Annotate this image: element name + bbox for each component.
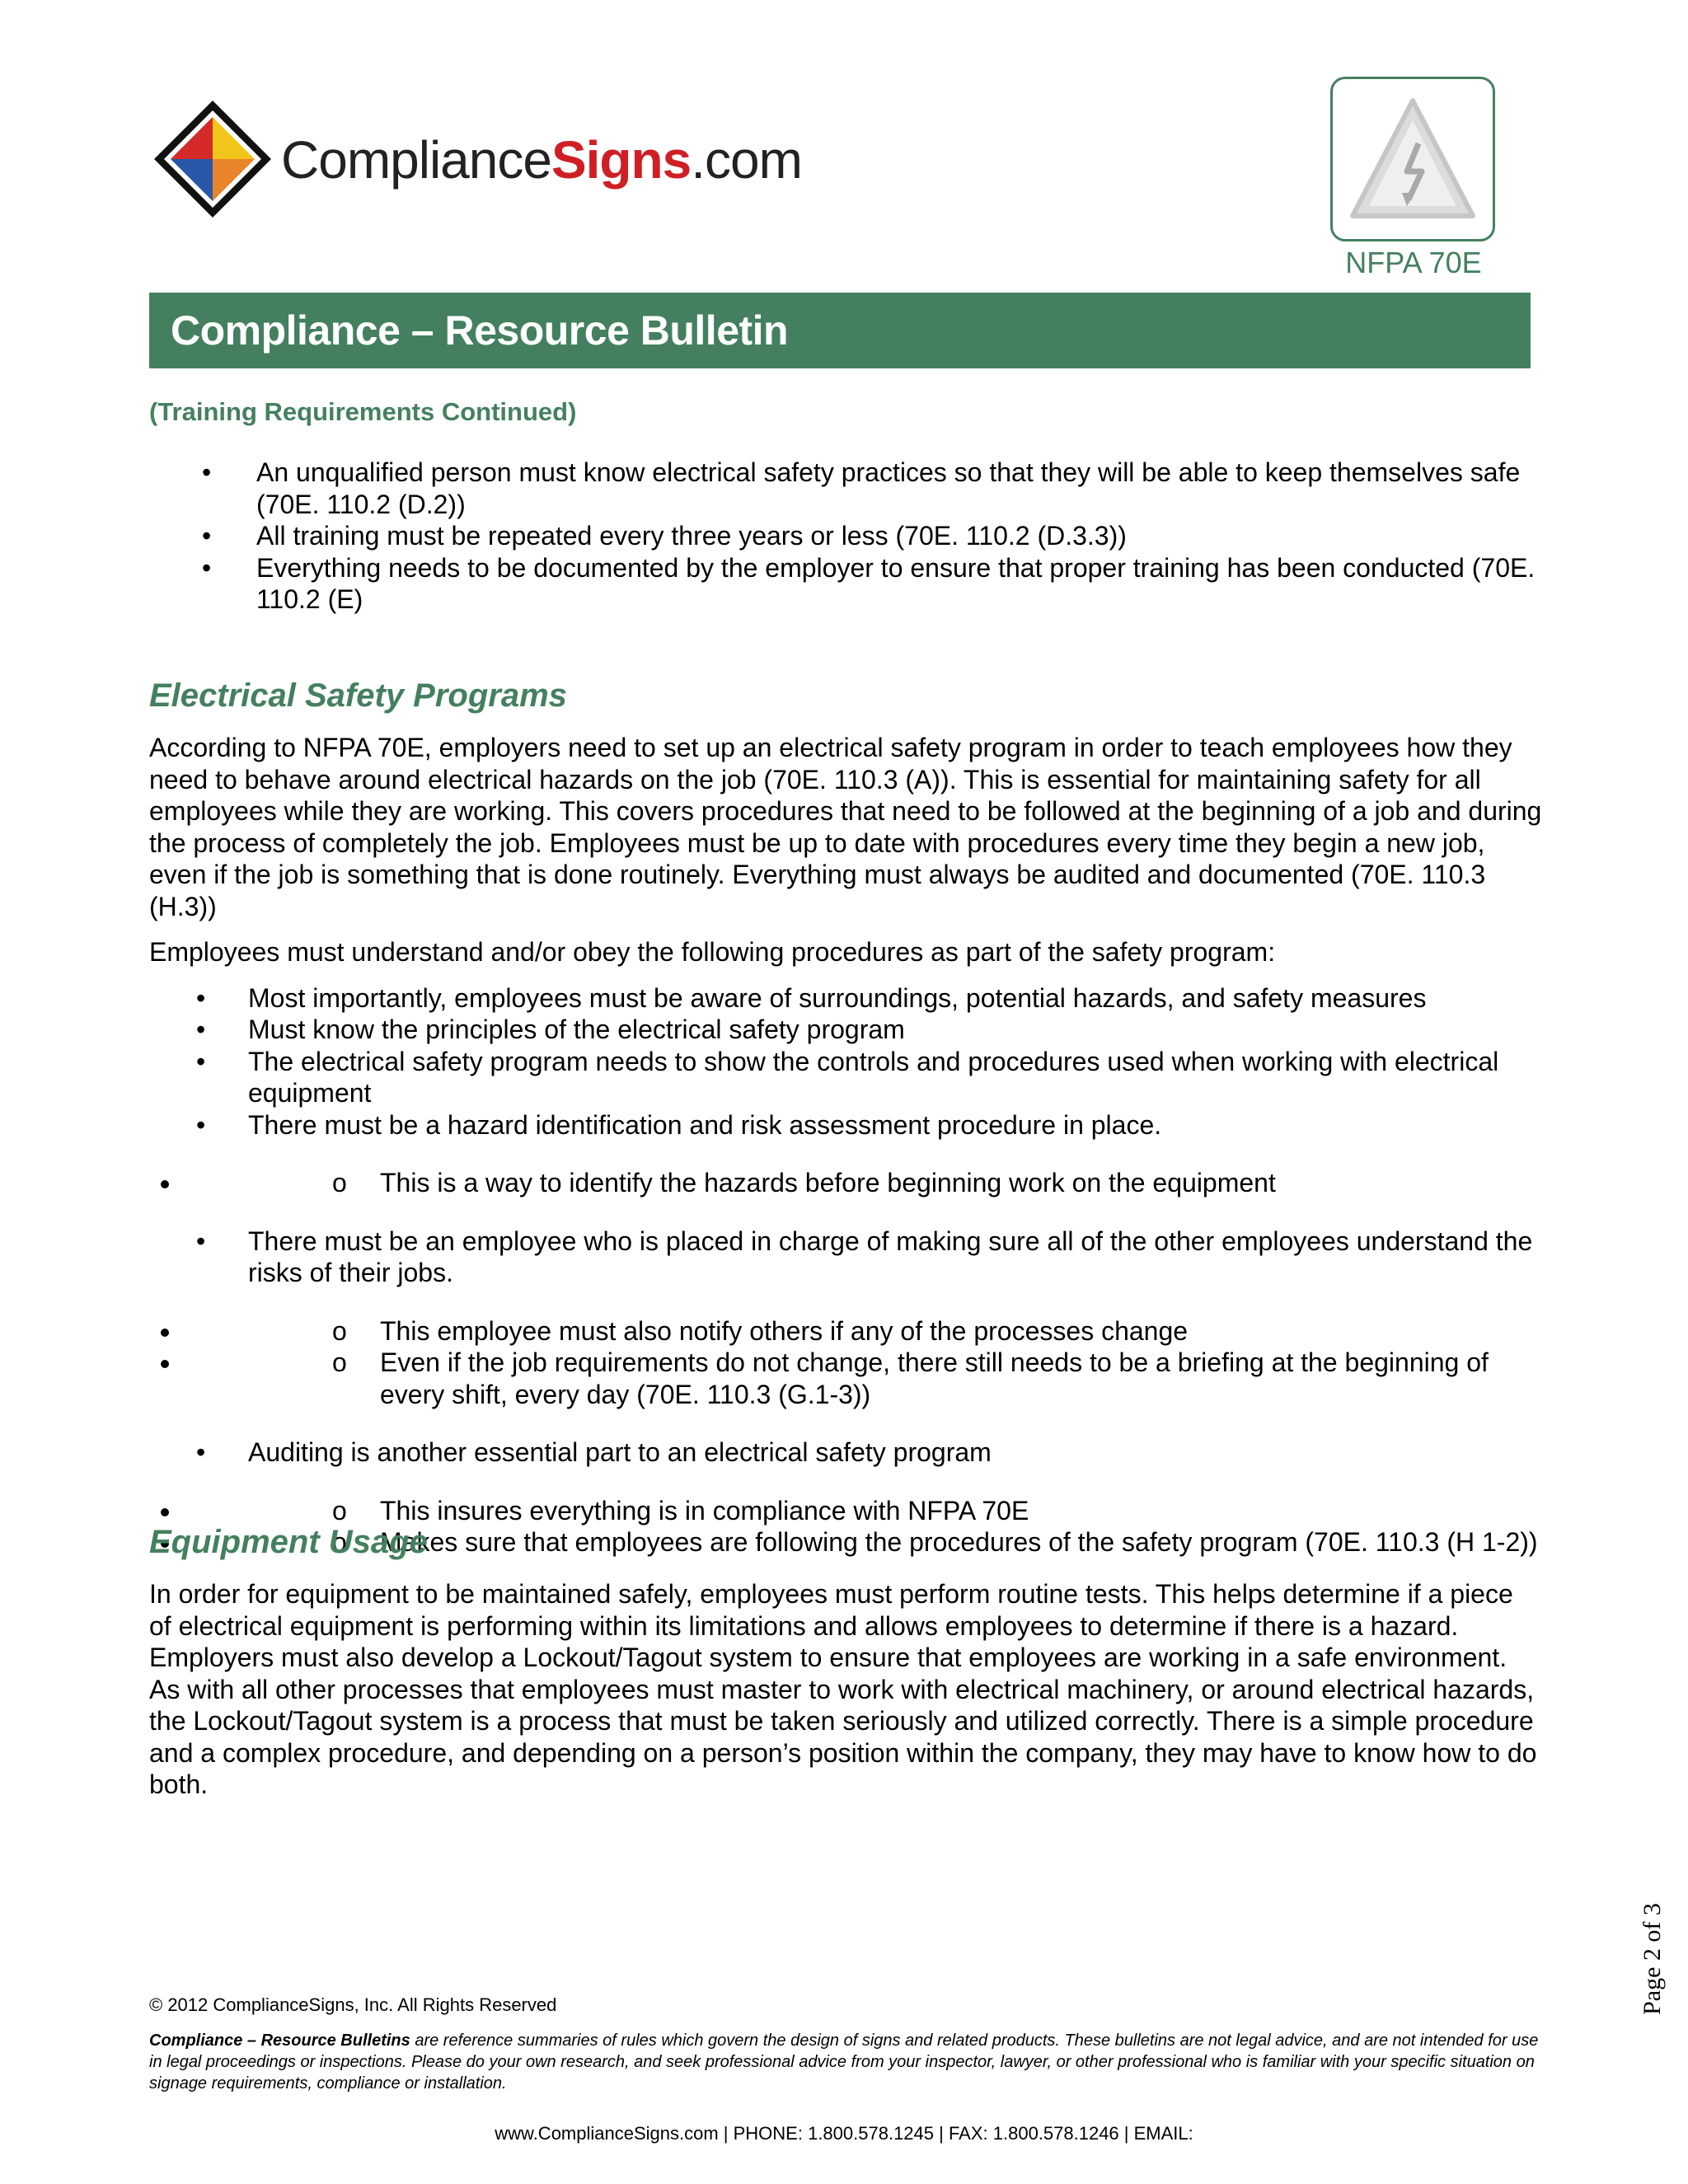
procedures-list: [149, 1436, 1542, 1469]
copyright-notice: © 2012 ComplianceSigns, Inc. All Rights Reserved: [149, 1994, 557, 2015]
logo-suffix: .com: [691, 130, 802, 190]
section-heading-safety-programs: Electrical Safety Programs: [149, 677, 567, 714]
procedures-sublist: [149, 1167, 1542, 1199]
banner-title: Compliance – Resource Bulletin: [171, 307, 789, 354]
procedures-list: [149, 982, 1542, 1141]
page-number: Page 2 of 3: [1639, 1903, 1666, 2015]
list-item: • The electrical safety program needs to show the controls and procedures used when working with electrical equipment: [149, 1046, 1542, 1109]
procedures-list: [149, 1226, 1542, 1289]
training-bullet-list: [149, 457, 1542, 616]
procedures-intro: Employees must understand and/or obey the following procedures as part of the safety program:: [149, 937, 1276, 967]
sub-list-item: o • This employee must also notify others if any of the processes change: [182, 1315, 1542, 1347]
logo-wordmark: [281, 129, 802, 191]
contact-line: www.ComplianceSigns.com | PHONE: 1.800.578.1245 | FAX: 1.800.578.1246 | EMAIL:: [495, 2123, 1193, 2144]
list-item: • There must be a hazard identification and risk assessment procedure in place.: [149, 1109, 1542, 1141]
list-item: • An unqualified person must know electrical safety practices so that they will be able to keep themselves safe (70E. 110.2 (D.2)): [149, 457, 1542, 520]
list-item: • There must be an employee who is placed in charge of making sure all of the other employees understand the risks of their jobs.: [149, 1226, 1542, 1289]
list-item: • Everything needs to be documented by the employer to ensure that proper training has been conducted (70E. 110.2 (E): [149, 552, 1542, 616]
disclaimer: [149, 2030, 1550, 2094]
paragraph: In order for equipment to be maintained safely, employees must perform routine tests. This helps determine if a piece of electrical equipment is performing within its limitations and allows employees to determine if there is a hazard. Employers must also develop a Lockout/Tagout system to ensure that employees are working in a safe environment. As with all other processes that employees must master to work with electrical machinery, or around electrical hazards, the Lockout/Tagout system is a process that must be taken seriously and utilized correctly. There is a simple procedure and a complex procedure, and depending on a person’s position within the company, they may have to know how to do both.: [149, 1579, 1537, 1799]
section-heading-equipment-usage: Equipment Usage: [149, 1524, 428, 1560]
safety-programs-body: [149, 732, 1542, 1585]
training-subheading: (Training Requirements Continued): [149, 397, 577, 426]
list-item: • Must know the principles of the electrical safety program: [149, 1014, 1542, 1046]
sub-list-item: o • This insures everything is in compliance with NFPA 70E: [182, 1495, 1542, 1527]
sub-list-item: o • This is a way to identify the hazards before beginning work on the equipment: [182, 1167, 1542, 1199]
diamond-logo-icon: [151, 97, 274, 221]
list-item: • Most importantly, employees must be aware of surroundings, potential hazards, and safety measures: [149, 982, 1542, 1015]
list-item: • Auditing is another essential part to an electrical safety program: [149, 1436, 1542, 1469]
logo-prefix: Compliance: [281, 130, 551, 190]
logo-brand: Signs: [551, 130, 692, 190]
sub-list-item: o • Makes sure that employees are following the procedures of the safety program (70E. 110.3 (H 1-2)): [182, 1526, 1542, 1558]
hazard-symbol-box: [1330, 77, 1495, 241]
equipment-body: [149, 1578, 1542, 1801]
paragraph: According to NFPA 70E, employers need to set up an electrical safety program in order to teach employees how they need to behave around electrical hazards on the job (70E. 110.3 (A)). This is essential for maintaining safety for all employees while they are working. This covers procedures that need to be followed at the beginning of a job and during the process of completely the job. Employees must be up to date with procedures every time they begin a new job, even if the job is something that is done routinely. Everything must always be audited and documented (70E. 110.3 (H.3)): [149, 733, 1542, 921]
standard-tag: NFPA 70E: [1345, 246, 1482, 279]
disclaimer-text: are reference summaries of rules which govern the design of signs and related products. These bulletins are not legal advice, and are not intended for use in legal proceedings or inspections. Please do your own research, and seek professional advice from your inspector, lawyer, or other professional who is familiar with your specific situation on signage requirements, compliance or installation.: [149, 2032, 1539, 2093]
procedures-sublist: [149, 1315, 1542, 1411]
title-banner: [149, 293, 1531, 368]
list-item: • All training must be repeated every three years or less (70E. 110.2 (D.3.3)): [149, 520, 1542, 552]
company-logo: [151, 97, 802, 221]
training-list-block: [149, 457, 1542, 616]
disclaimer-lead: Compliance – Resource Bulletins: [149, 2032, 410, 2050]
electrical-hazard-triangle-icon: [1349, 96, 1477, 223]
sub-list-item: o • Even if the job requirements do not change, there still needs to be a briefing at the beginning of every shift, every day (70E. 110.3 (G.1-3)): [182, 1347, 1542, 1410]
